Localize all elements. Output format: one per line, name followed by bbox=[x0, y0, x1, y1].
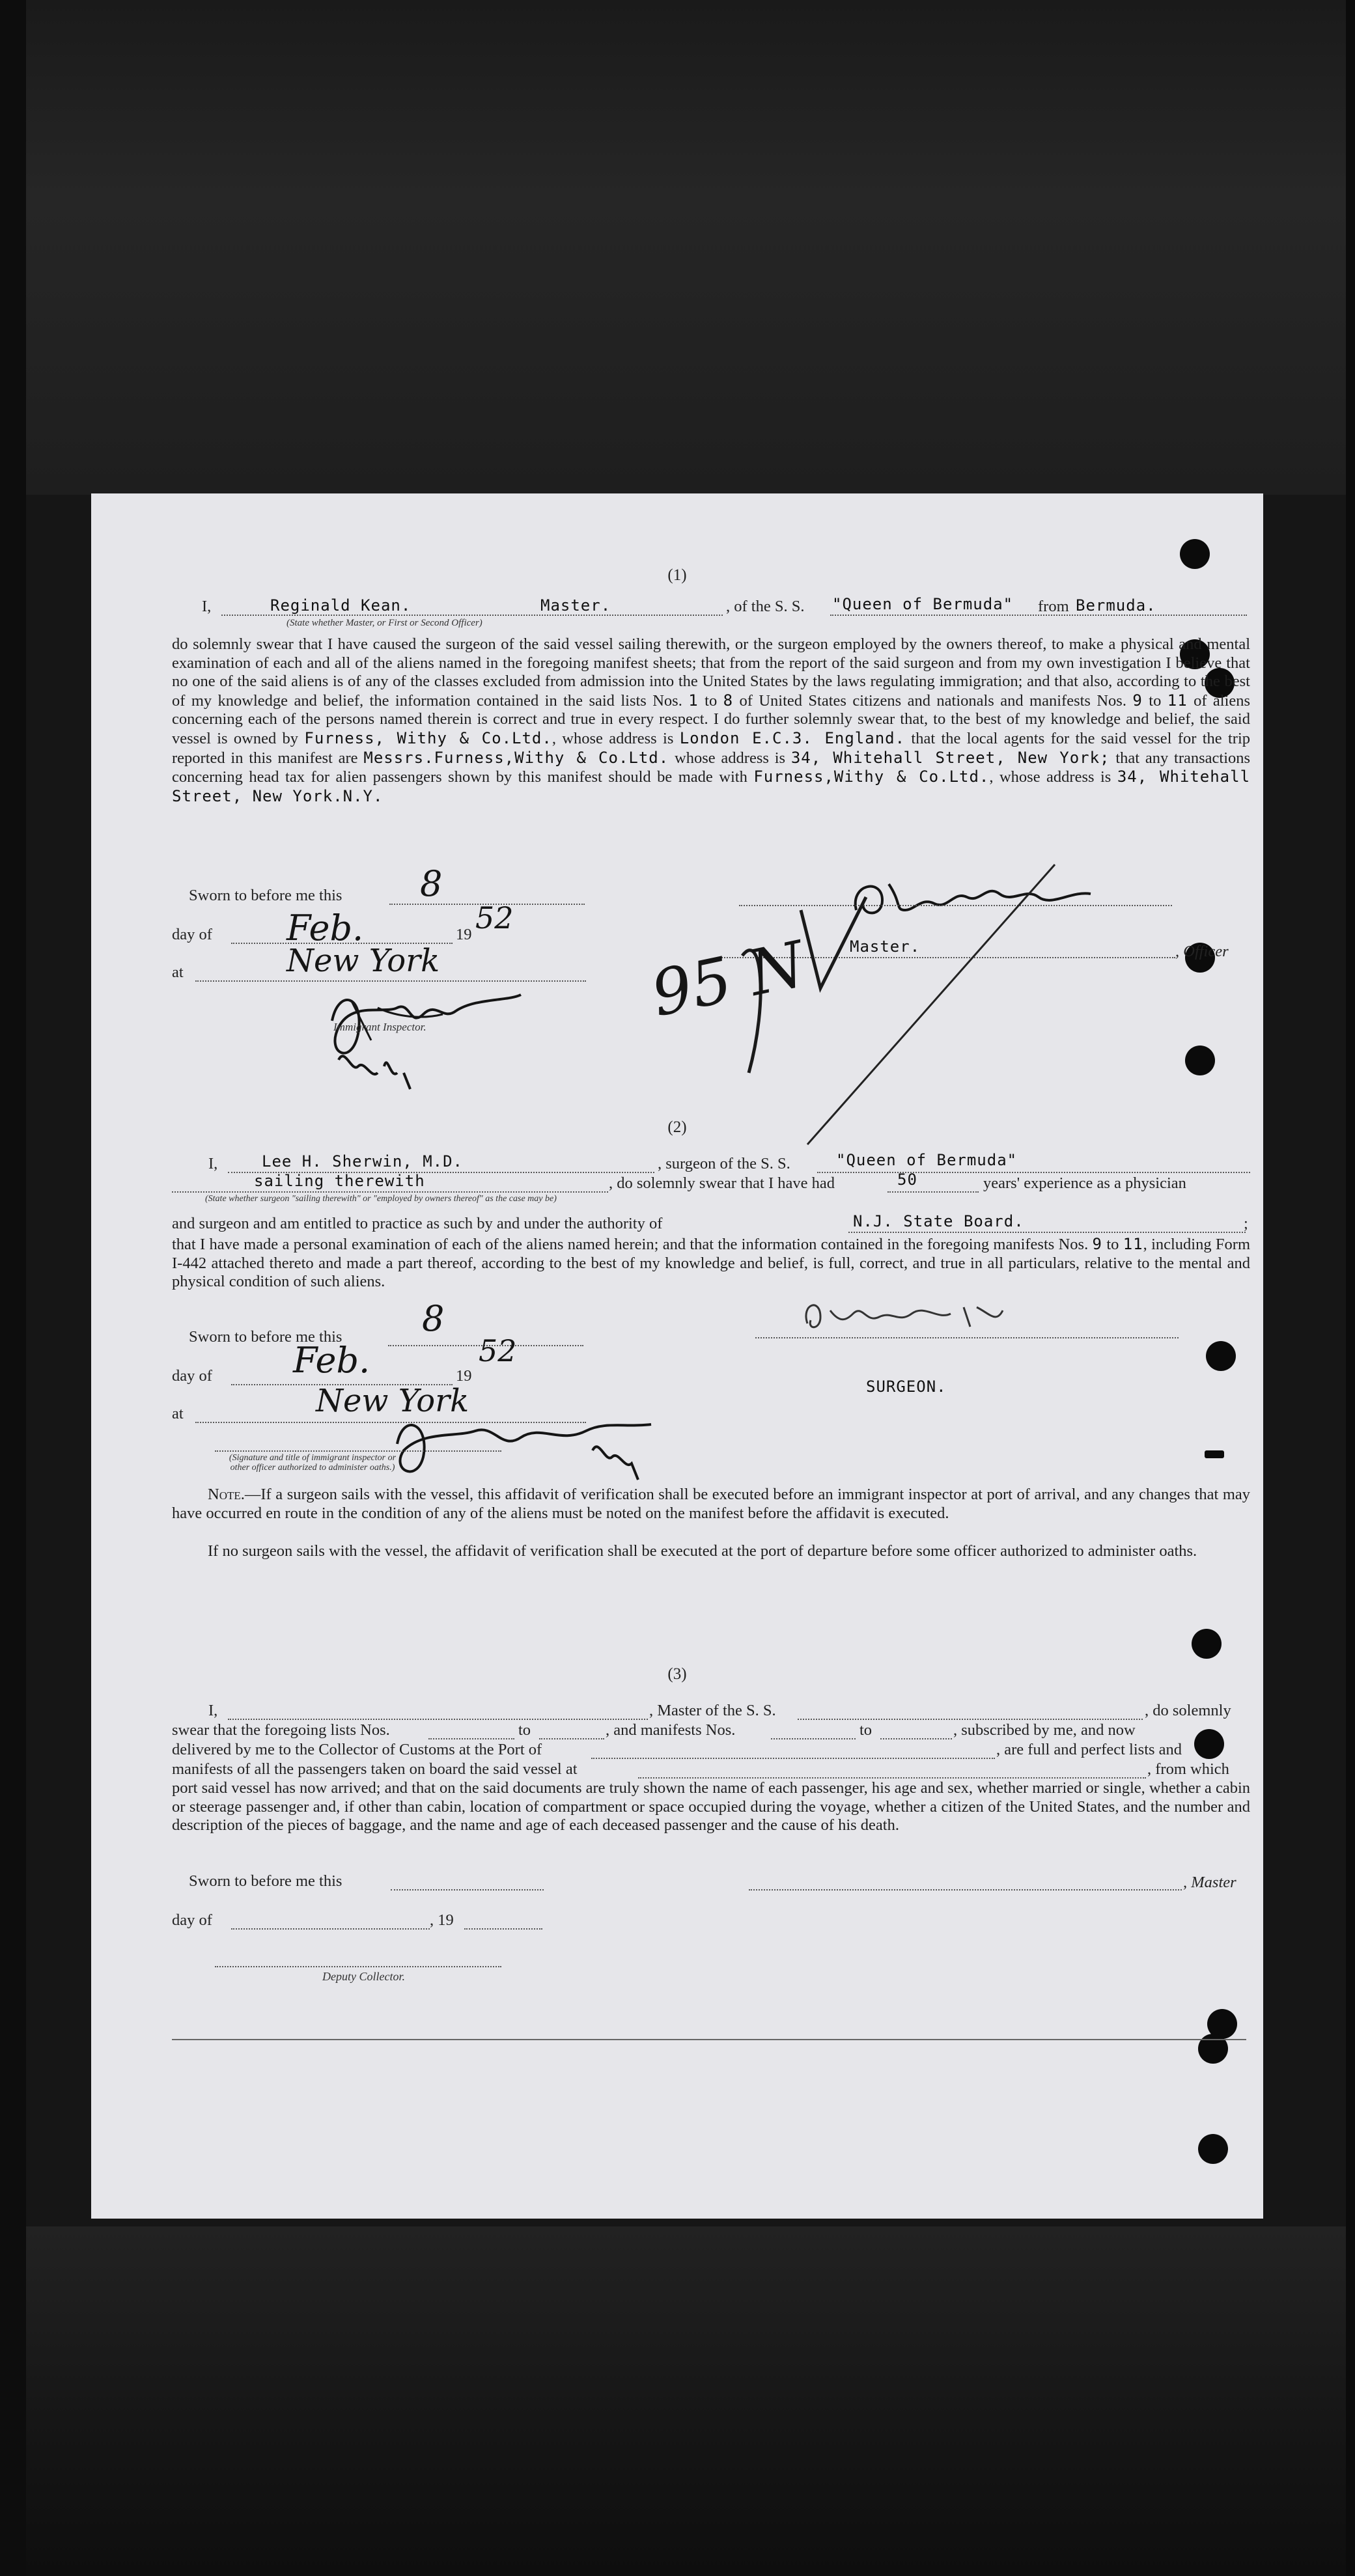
fill-line bbox=[391, 1889, 544, 1890]
list-from: 1 bbox=[688, 691, 699, 710]
section2-affidavit-body: that I have made a personal examination of each of the aliens named herein; and that the information contained in the foregoing manifests Nos. 9 to 11, including Form I-442 attached thereto and made a part thereof, according to the best of my knowledge and belief, is full, correct, and true in all particulars, relative to the mental and physical condition of such aliens. bbox=[172, 1235, 1251, 1291]
fill-line bbox=[749, 1889, 1182, 1890]
at-label: at bbox=[172, 1405, 184, 1422]
note-paragraph: Note.—If a surgeon sails with the vessel, this affidavit of verification shall be executed before an immigrant inspector at port of arrival, and any changes that may have occurred en route in the condition of any of the aliens must be noted on the manifest before the affidavit is executed. bbox=[172, 1486, 1250, 1522]
manifests-label: , and manifests Nos. bbox=[606, 1721, 736, 1739]
section1-affidavit-body: do solemnly swear that I have caused the surgeon of the said vessel sailing therewith, or the surgeon employed by the owners thereof, to make a physical and mental examination of each and all of the aliens named in the foregoing manifest sheets; that from the report of the said surgeon and from my own investigation I believe that no one of the said aliens is of any of the classes excluded from admission into the United States by the laws regulating immigration; and that also, according to the best of my knowledge and belief, the information contained in the said lists Nos. 1 to 8 of United States citizens and nationals and manifests Nos. 9 to 11 of aliens concerning each of the persons named therein is correct and true in every respect. I do further solemnly swear that, to the best of my knowledge and belief, the said vessel is owned by Furness, Withy & Co.Ltd., whose address is London E.C.3. England. that the local agents for the said vessel for the trip reported in this manifest are Messrs.Furness,Withy & Co.Ltd. whose address is 34, Whitehall Street, New York; that any transactions concerning head tax for alien passengers shown by this manifest should be made with Furness,Withy & Co.Ltd., whose address is 34, Whitehall Street, New York.N.Y. bbox=[172, 635, 1251, 805]
headtax-address: 34, Whitehall Street, New York.N.Y. bbox=[172, 768, 1251, 805]
scan-edge-left bbox=[0, 0, 26, 2576]
fill-line bbox=[221, 615, 723, 616]
manifest-to: 11 bbox=[1167, 691, 1188, 710]
manifest-from: 9 bbox=[1092, 1235, 1102, 1253]
binder-hole bbox=[1194, 1729, 1224, 1759]
owner-address: London E.C.3. England. bbox=[679, 728, 906, 747]
authority-label: and surgeon and am entitled to practice as such by and under the authority of bbox=[172, 1215, 663, 1232]
years-experience: 50 bbox=[897, 1170, 917, 1189]
day-of-label: day of bbox=[172, 926, 212, 943]
vessel-owner: Furness, Withy & Co.Ltd. bbox=[304, 728, 552, 747]
of-vessel-label: , of the S. S. bbox=[726, 598, 805, 615]
manifests-passengers-label: manifests of all the passengers taken on board the said vessel at bbox=[172, 1760, 578, 1778]
binder-hole bbox=[1206, 1341, 1236, 1371]
binder-hole bbox=[1185, 1046, 1215, 1075]
scan-background-bottom bbox=[0, 2226, 1355, 2576]
year-prefix: 19 bbox=[456, 926, 472, 943]
fill-line bbox=[755, 1337, 1179, 1338]
master-name: Reginald Kean. bbox=[270, 596, 412, 615]
surgeon-title: SURGEON. bbox=[866, 1378, 947, 1396]
headtax-agent: Furness,Withy & Co.Ltd. bbox=[753, 768, 990, 786]
sworn-month: Feb. bbox=[286, 907, 364, 949]
surgeon-name: Lee H. Sherwin, M.D. bbox=[262, 1152, 463, 1170]
fill-line bbox=[848, 1232, 1246, 1233]
from-port: Bermuda. bbox=[1076, 596, 1156, 615]
rank-note: (State whether Master, or First or Second Officer) bbox=[286, 618, 482, 628]
binder-hole bbox=[1198, 2134, 1228, 2164]
binder-hole bbox=[1180, 539, 1210, 569]
years-label: years' experience as a physician bbox=[983, 1174, 1186, 1192]
fill-line bbox=[172, 1191, 608, 1193]
from-label: from bbox=[1038, 598, 1069, 615]
surgeon-of-label: , surgeon of the S. S. bbox=[658, 1155, 790, 1172]
master-of-label: , Master of the S. S. bbox=[649, 1702, 776, 1719]
section-number: (2) bbox=[667, 1118, 687, 1136]
sworn-label: Sworn to before me this bbox=[189, 1872, 342, 1890]
to-label: to bbox=[859, 1721, 873, 1739]
fill-line bbox=[771, 1738, 856, 1739]
subscribed-label: , subscribed by me, and now bbox=[953, 1721, 1136, 1739]
year-suffix: 52 bbox=[479, 1333, 517, 1368]
opening: I, bbox=[208, 1702, 218, 1719]
sworn-label: Sworn to before me this bbox=[189, 887, 342, 904]
vessel-name: "Queen of Bermuda" bbox=[832, 595, 1014, 613]
collector-label: delivered by me to the Collector of Customs at the Port of bbox=[172, 1741, 542, 1758]
semicolon: ; bbox=[1244, 1215, 1248, 1232]
binder-hole bbox=[1198, 2034, 1228, 2064]
manifest-to: 11 bbox=[1123, 1235, 1143, 1253]
fill-line bbox=[798, 1719, 1143, 1720]
master-suffix: , Master bbox=[1183, 1874, 1236, 1891]
section3-affidavit-body: port said vessel has now arrived; and that on the said documents are truly shown the name of each passenger, his age and sex, whether married or single, whether a cabin or steerage passenger and, if other than cabin, location of compartment or space occupied during the voyage, whether a citizen of the United States, and the number and description of the pieces of baggage, and the name and age of each deceased passenger and the cause of his death. bbox=[172, 1779, 1250, 1835]
sworn-month: Feb. bbox=[293, 1340, 370, 1381]
sworn-label: Sworn to before me this bbox=[189, 1328, 342, 1346]
section-number: (1) bbox=[667, 566, 687, 584]
at-label: at bbox=[172, 963, 184, 981]
year-prefix: 19 bbox=[456, 1367, 472, 1385]
officer-title: Master. bbox=[850, 937, 921, 956]
manifest-from: 9 bbox=[1132, 691, 1143, 710]
bottom-rule bbox=[172, 2039, 1246, 2040]
lists-label: swear that the foregoing lists Nos. bbox=[172, 1721, 390, 1739]
agents-address: 34, Whitehall Street, New York; bbox=[790, 748, 1110, 767]
sworn-day: 8 bbox=[420, 863, 443, 904]
to-label: to bbox=[518, 1721, 531, 1739]
day-of-label: day of bbox=[172, 1911, 212, 1929]
inspector-caption: (Signature and title of immigrant inspector or other officer authorized to administer oaths.) bbox=[229, 1453, 397, 1473]
vessel-name: "Queen of Bermuda" bbox=[836, 1151, 1018, 1169]
authority: N.J. State Board. bbox=[853, 1212, 1024, 1230]
manifest-affidavit-page bbox=[91, 493, 1263, 2219]
officer-suffix: , Officer bbox=[1175, 943, 1229, 960]
fill-line bbox=[231, 1928, 430, 1930]
opening: I, bbox=[208, 1155, 218, 1172]
solemnly-label: , do solemnly bbox=[1145, 1702, 1231, 1719]
inspector-caption: Immigrant Inspector. bbox=[333, 1021, 426, 1033]
section-number: (3) bbox=[667, 1665, 687, 1683]
collector-caption: Deputy Collector. bbox=[322, 1970, 405, 1983]
sworn-day: 8 bbox=[422, 1298, 445, 1339]
officer-rank: Master. bbox=[540, 596, 611, 615]
fill-line bbox=[638, 1777, 1146, 1779]
note-paragraph-2: If no surgeon sails with the vessel, the affidavit of verification shall be executed at the port of departure before some officer authorized to administer oaths. bbox=[208, 1542, 1197, 1560]
from-which-label: , from which bbox=[1147, 1760, 1229, 1778]
fill-line bbox=[539, 1738, 604, 1739]
inspector-signature bbox=[378, 1405, 677, 1483]
day-of-label: day of bbox=[172, 1367, 212, 1385]
fill-line bbox=[880, 1738, 952, 1739]
fill-line bbox=[215, 1450, 501, 1452]
swear-label: , do solemnly swear that I have had bbox=[609, 1174, 835, 1192]
year-prefix: , 19 bbox=[430, 1911, 454, 1929]
surgeon-employment: sailing therewith bbox=[254, 1172, 425, 1190]
opening: I, bbox=[202, 598, 212, 615]
margin-note: 95 N bbox=[645, 927, 811, 1031]
fill-line bbox=[464, 1928, 542, 1930]
list-to: 8 bbox=[723, 691, 734, 710]
place: New York bbox=[286, 943, 440, 979]
year-suffix: 52 bbox=[475, 900, 514, 935]
binder-mark bbox=[1205, 1450, 1224, 1458]
fill-line bbox=[887, 1191, 979, 1193]
inspector-signature bbox=[313, 975, 534, 1099]
binder-hole bbox=[1192, 1629, 1222, 1659]
scan-edge-right bbox=[1346, 0, 1355, 2576]
fill-line bbox=[228, 1719, 648, 1720]
fill-line bbox=[817, 1172, 1250, 1173]
fill-line bbox=[428, 1738, 514, 1739]
employment-note: (State whether surgeon "sailing therewith" or "employed by owners thereof" as the case may be) bbox=[205, 1194, 557, 1204]
local-agents: Messrs.Furness,Withy & Co.Ltd. bbox=[363, 748, 669, 767]
scan-background-top bbox=[0, 0, 1355, 495]
note-label: Note. bbox=[208, 1486, 245, 1503]
full-lists-label: , are full and perfect lists and bbox=[996, 1741, 1182, 1758]
place: New York bbox=[316, 1383, 469, 1419]
surgeon-signature bbox=[794, 1294, 1016, 1340]
fill-line bbox=[591, 1758, 995, 1759]
fill-line bbox=[215, 1966, 501, 1967]
